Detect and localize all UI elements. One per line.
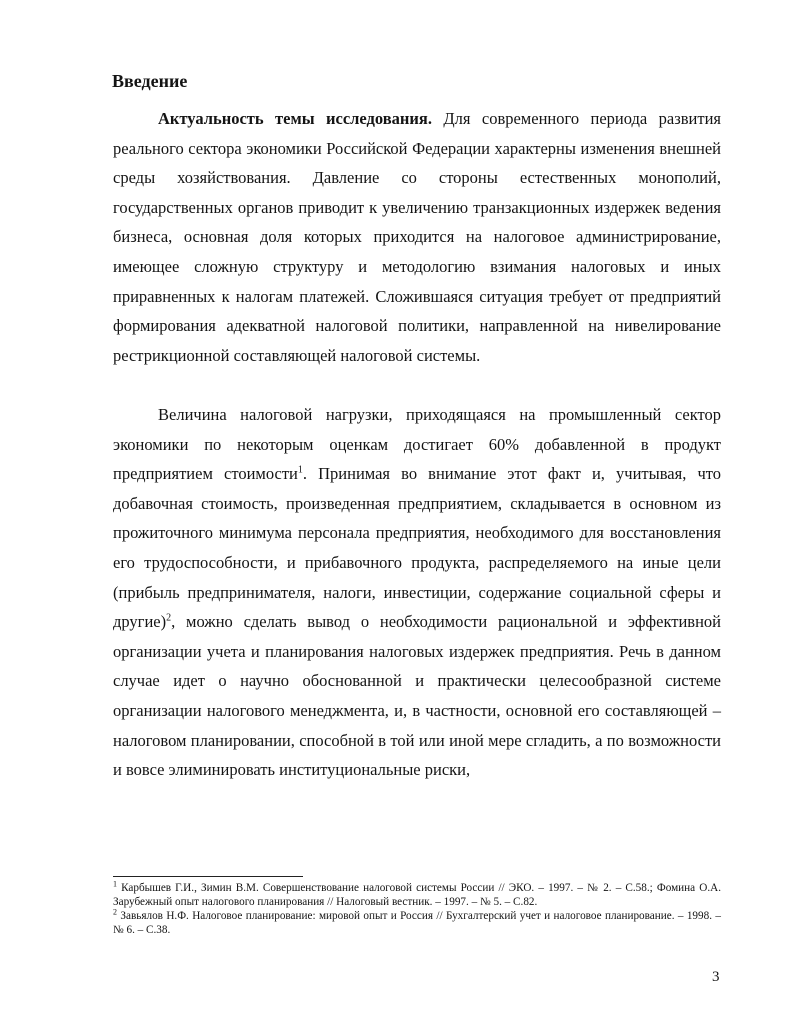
paragraph-2-part-1: Величина налоговой нагрузки, приходящаяся на промышленный сектор экономики по некоторым оценкам достигает 60% добавленной в продукт предприятием стоимости — [113, 405, 721, 484]
footnote-2-mark: 2 — [113, 907, 117, 917]
paragraph-1 — [113, 104, 721, 370]
footnote-ref-1: 1 — [297, 464, 303, 476]
paragraph-1-text: Для современного периода развития реального сектора экономики Российской Федерации характерны изменения внешней среды хозяйствования. Давление со стороны естественных монополий, государственных органов приводит к увеличению транзакционных издержек ведения бизнеса, основная доля которых приходится на налоговое администрирование, имеющее сложную структуру и методологию взимания налоговых и иных приравненных к налогам платежей. Сложившаяся ситуация требует от предприятий формирования адекватной налоговой политики, направленной на нивелирование рестрикционной составляющей налоговой системы. — [113, 109, 721, 365]
footnote-1-text: Карбышев Г.И., Зимин В.М. Совершенствование налоговой системы России // ЭКО. – 1997. – № 2. – С.58.; Фомина О.А. Зарубежный опыт налогового планирования // Налоговый вестник. – 1997. – № 5. – С.82. — [113, 882, 721, 908]
paragraph-2 — [113, 400, 721, 785]
paragraph-1-lead: Актуальность темы исследования. — [158, 109, 432, 128]
paragraph-2-part-2: . Принимая во внимание этот факт и, учитывая, что добавочная стоимость, произведенная предприятием, складывается в основном из прожиточного минимума персонала предприятия, необходимого для восстановления его трудоспособности, и прибавочного продукта, распределяемого на иные цели (прибыль предпринимателя, налоги, инвестиции, содержание социальной сферы и другие) — [113, 464, 721, 632]
footnotes — [113, 881, 721, 937]
footnote-separator — [113, 876, 303, 877]
footnote-2 — [113, 909, 721, 937]
page-number: 3 — [712, 969, 720, 985]
footnote-ref-2: 2 — [166, 612, 172, 624]
footnote-2-text: Завьялов Н.Ф. Налоговое планирование: мировой опыт и Россия // Бухгалтерский учет и налоговое планирование. – 1998. – № 6. – С.38. — [113, 910, 721, 936]
paragraph-2-part-3: , можно сделать вывод о необходимости рациональной и эффективной организации учета и планирования налоговых издержек предприятия. Речь в данном случае идет о научно обоснованной и практически целесообразной системе организации налогового менеджмента, и, в частности, основной его составляющей – налоговом планировании, способной в той или иной мере сгладить, а по возможности и вовсе элиминировать институциональные риски, — [113, 612, 721, 780]
section-heading: Введение — [112, 71, 188, 91]
footnote-1 — [113, 881, 721, 909]
footnote-1-mark: 1 — [113, 879, 117, 889]
